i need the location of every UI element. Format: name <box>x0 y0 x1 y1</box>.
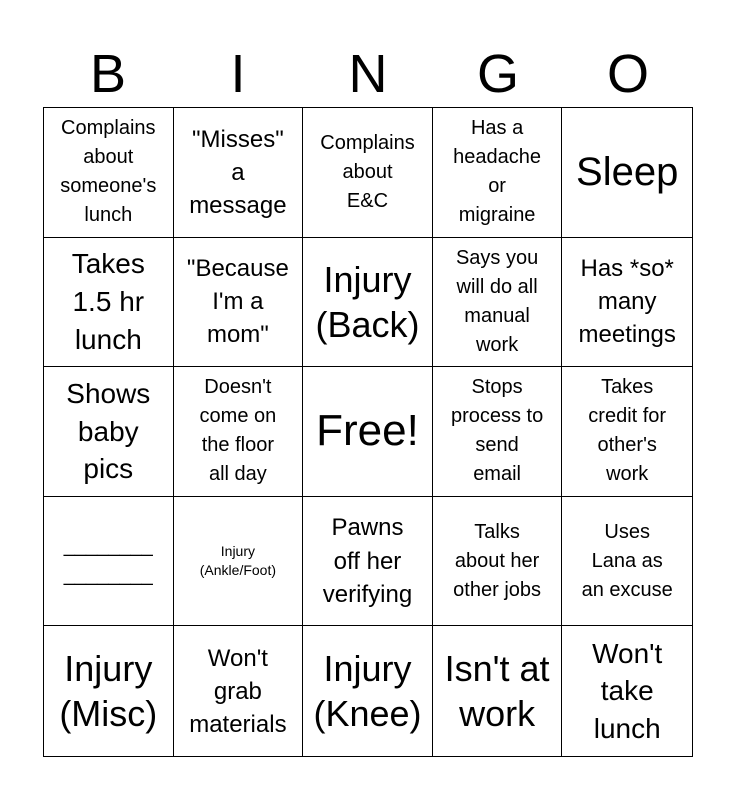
header-letter-i: I <box>230 44 246 104</box>
bingo-cell-r4-c3[interactable]: Pawns off her verifying <box>303 497 433 627</box>
bingo-cell-r5-c1[interactable]: Injury (Misc) <box>44 626 174 756</box>
free-space[interactable]: Free! <box>303 367 433 497</box>
bingo-cell-r3-c2[interactable]: Doesn't come on the floor all day <box>174 367 304 497</box>
bingo-cell-r5-c2[interactable]: Won't grab materials <box>174 626 304 756</box>
bingo-cell-r5-c4[interactable]: Isn't at work <box>433 626 563 756</box>
bingo-header <box>43 40 693 108</box>
bingo-cell-r2-c2[interactable]: "Because I'm a mom" <box>174 238 304 368</box>
bingo-cell-r1-c2[interactable]: "Misses" a message <box>174 108 304 238</box>
bingo-cell-r2-c3[interactable]: Injury (Back) <box>303 238 433 368</box>
header-letter-b: B <box>89 44 127 104</box>
header-letter-o: O <box>606 44 649 104</box>
header-letter-g: G <box>476 44 519 104</box>
bingo-cell-r5-c3[interactable]: Injury (Knee) <box>303 626 433 756</box>
bingo-cell-r1-c1[interactable]: Complains about someone's lunch <box>44 108 174 238</box>
bingo-cell-r4-c4[interactable]: Talks about her other jobs <box>433 497 563 627</box>
bingo-cell-r2-c4[interactable]: Says you will do all manual work <box>433 238 563 368</box>
header-letter-n: N <box>348 44 388 104</box>
bingo-board <box>43 107 693 757</box>
bingo-cell-r1-c3[interactable]: Complains about E&C <box>303 108 433 238</box>
bingo-cell-r4-c2[interactable]: Injury (Ankle/Foot) <box>174 497 304 627</box>
bingo-cell-r3-c5[interactable]: Takes credit for other's work <box>562 367 692 497</box>
bingo-cell-r5-c5[interactable]: Won't take lunch <box>592 637 663 745</box>
bingo-cell-r1-c4[interactable]: Has a headache or migraine <box>433 108 563 238</box>
bingo-cell-r2-c5[interactable]: Has *so* many meetings <box>562 238 692 368</box>
bingo-cell-r3-c1[interactable]: Shows baby pics <box>44 367 174 497</box>
bingo-cell-r3-c4[interactable]: Stops process to send email <box>433 367 563 497</box>
blank-write-in-cell[interactable]: ________ ________ <box>44 497 174 627</box>
bingo-cell-r2-c1[interactable]: Takes 1.5 hr lunch <box>44 238 174 368</box>
bingo-cell-r1-c5[interactable]: Sleep <box>562 108 692 238</box>
bingo-cell-r4-c5[interactable]: Uses Lana as an excuse <box>562 497 692 627</box>
